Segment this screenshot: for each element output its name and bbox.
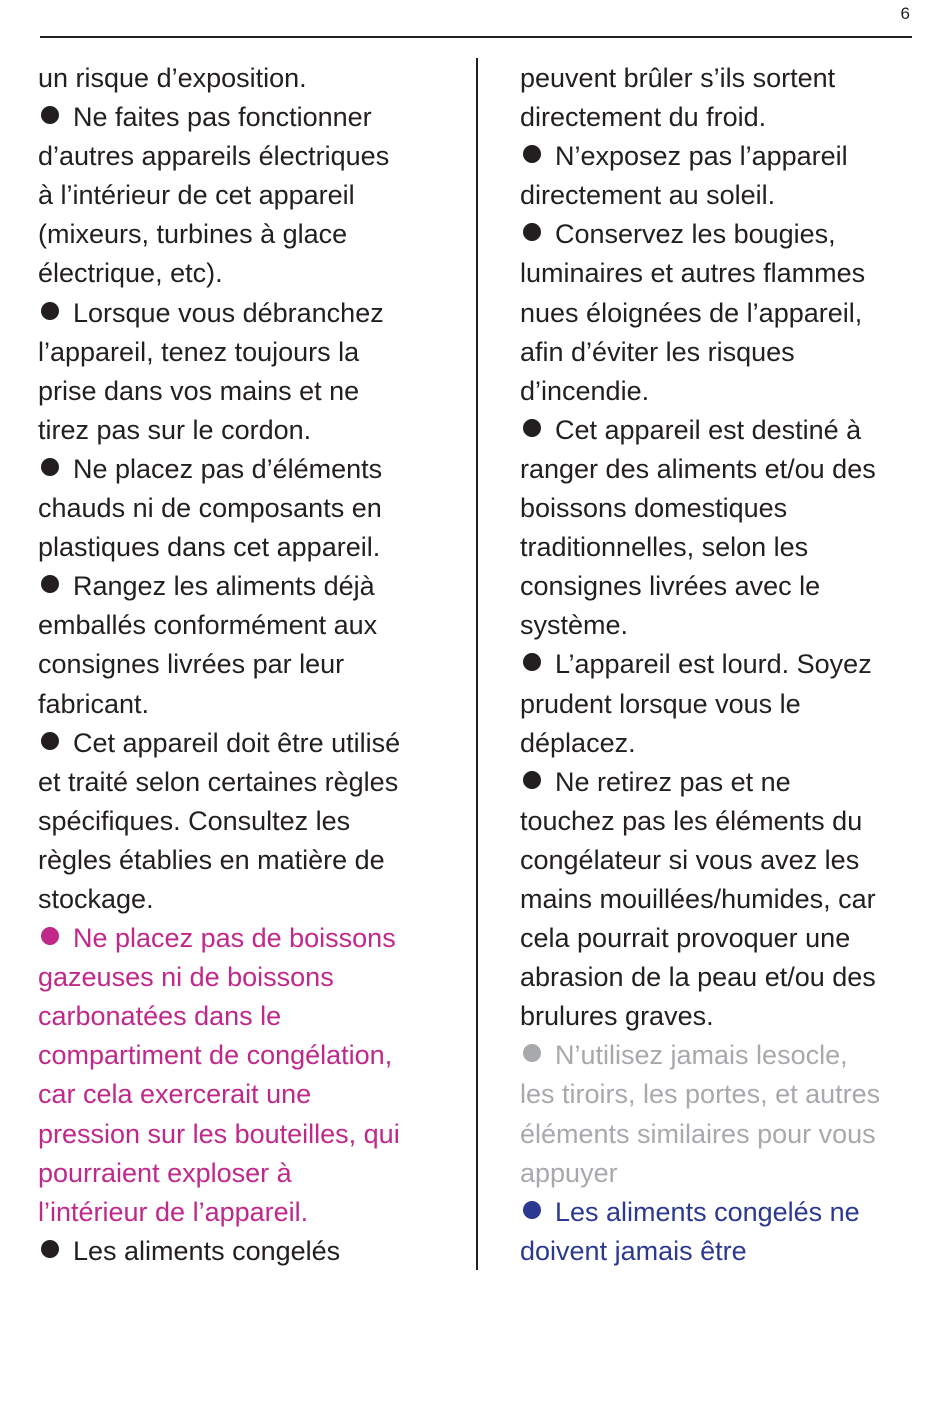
bullet-text: Ne placez pas d’éléments chauds ni de composants en plastiques dans cet appareil. [38,453,383,563]
bullet-icon [41,106,59,124]
bullet-text: Ne placez pas de boissons gazeuses ni de boissons carbonatées dans le compartiment de congélation, car cela exercerait une pression sur les bouteilles, qui pourraient exploser à l’intérieur de l’appareil. [38,923,400,1227]
bullet-icon [41,1240,59,1258]
bullet-text: Ne retirez pas et ne touchez pas les éléments du congélateur si vous avez les mains mouillées/humides, car cela pourrait provoquer une abrasion de la peau et/ou des brulures graves. [520,766,876,1032]
paragraph-frozen-continued [520,59,920,137]
bullet-icon [523,653,541,671]
paragraph-text: un risque d’exposition. [38,63,307,93]
bullet-no-other-appliances [38,98,468,293]
bullet-no-sunlight [520,137,920,215]
header-rule [40,36,912,38]
bullet-text: Cet appareil doit être utilisé et traité selon certaines règles spécifiques. Consultez les règles établies en matière de stockage. [38,727,401,914]
bullet-icon [523,771,541,789]
bullet-icon [523,419,541,437]
bullet-unplugging [38,294,468,450]
bullet-text: Cet appareil est destiné à ranger des aliments et/ou des boissons domestiques traditionnelles, selon les consignes livrées avec le système. [520,414,876,641]
bullet-wet-hands [520,763,920,1037]
bullet-frozen-food [38,1232,468,1271]
bullet-text: N’utilisez jamais lesocle, les tiroirs, les portes, et autres éléments similaires pour vous appuyer [520,1040,881,1188]
column-divider [476,58,478,1270]
bullet-text: Les aliments congelés ne doivent jamais être [520,1196,860,1266]
bullet-text: Rangez les aliments déjà emballés conformément aux consignes livrées par leur fabricant. [38,571,378,719]
bullet-text: Ne faites pas fonctionner d’autres appareils électriques à l’intérieur de cet appareil (mixeurs, turbines à glace électrique, etc). [38,102,390,289]
bullet-specific-rules [38,724,468,919]
paragraph-text: peuvent brûler s’ils sortent directement du froid. [520,63,836,133]
left-column [38,59,468,1271]
bullet-icon [41,575,59,593]
bullet-text: Conservez les bougies, luminaires et autres flammes nues éloignées de l’appareil, afin d’éviter les risques d’incendie. [520,219,866,406]
bullet-no-carbonated-drinks [38,919,468,1232]
bullet-icon [523,1201,541,1219]
bullet-heavy-appliance [520,645,920,762]
bullet-text: Lorsque vous débranchez l’appareil, tenez toujours la prise dans vos mains et ne tirez pas sur le cordon. [38,297,384,445]
bullet-icon [523,145,541,163]
bullet-icon [523,223,541,241]
bullet-no-leaning [520,1036,920,1192]
bullet-text: L’appareil est lourd. Soyez prudent lorsque vous le déplacez. [520,649,872,758]
bullet-open-flames [520,215,920,410]
bullet-frozen-never [520,1193,920,1271]
bullet-packaged-food [38,567,468,723]
right-column [520,59,920,1271]
bullet-intended-use [520,411,920,646]
page-number: 6 [900,4,910,23]
bullet-text: N’exposez pas l’appareil directement au soleil. [520,141,848,211]
bullet-icon [523,1044,541,1062]
bullet-icon [41,927,59,945]
paragraph-exposure-continued [38,59,468,98]
bullet-icon [41,732,59,750]
bullet-icon [41,302,59,320]
bullet-text: Les aliments congelés [73,1235,341,1266]
bullet-icon [41,458,59,476]
bullet-no-hot-items [38,450,468,567]
